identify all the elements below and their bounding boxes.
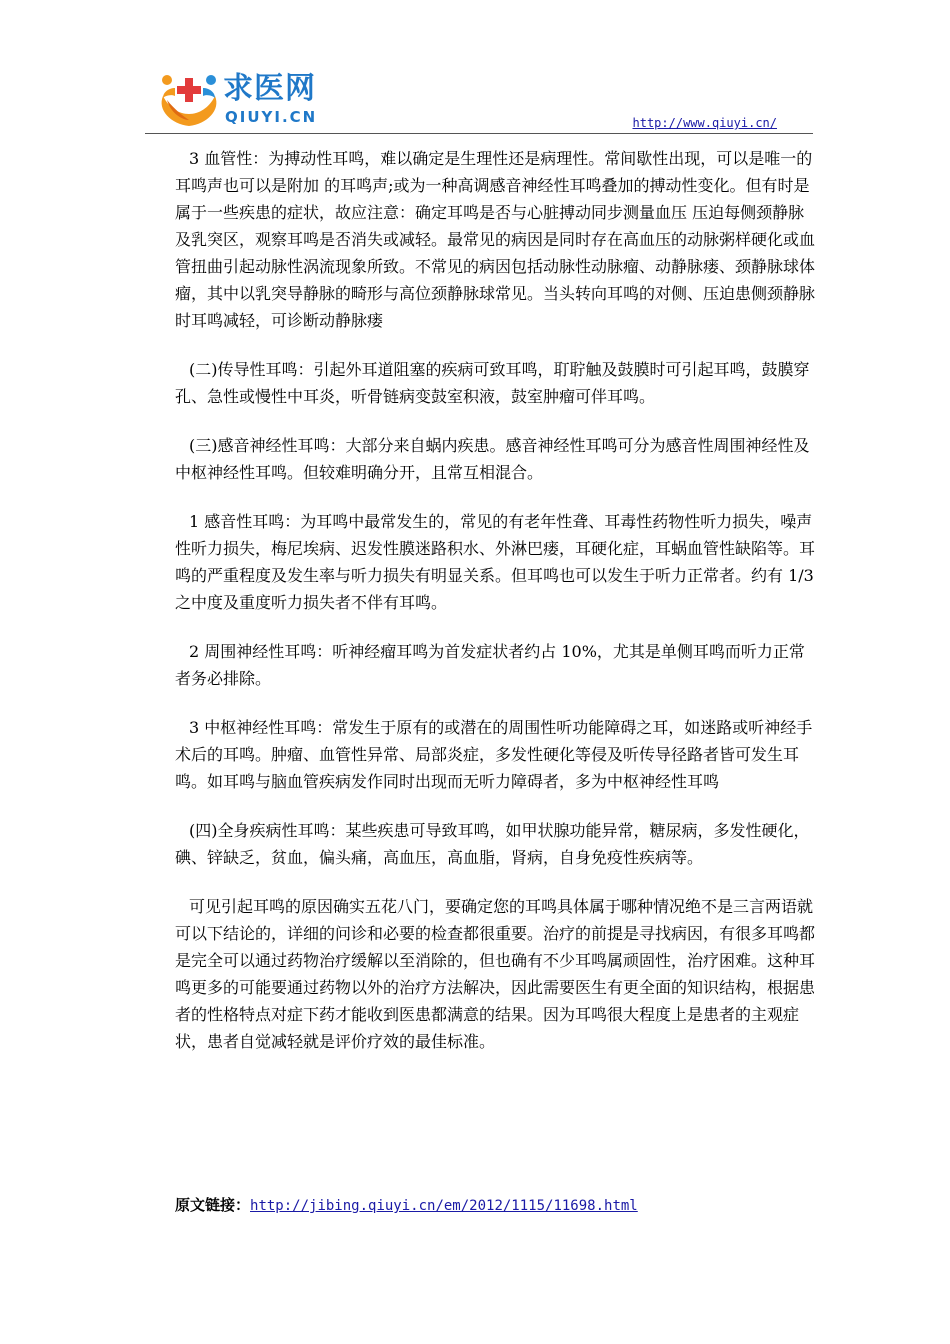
site-logo[interactable] bbox=[153, 70, 383, 130]
page-header bbox=[145, 58, 813, 134]
paragraph-vascular bbox=[175, 145, 815, 334]
header-site-link[interactable]: http://www.qiuyi.cn/ bbox=[632, 116, 777, 130]
paragraph-text: 3 中枢神经性耳鸣：常发生于原有的或潜在的周围性听功能障碍之耳，如迷路或听神经手术后的耳鸣。肿瘤、血管性异常、局部炎症，多发性硬化等侵及听传导径路者皆可发生耳鸣。如耳鸣与脑血管疾病发作同时出现而无听力障碍者，多为中枢神经性耳鸣 bbox=[175, 718, 813, 791]
paragraph-text: (三)感音神经性耳鸣：大部分来自蜗内疾患。感音神经性耳鸣可分为感音性周围神经性及中枢神经性耳鸣。但较难明确分开，且常互相混合。 bbox=[175, 436, 810, 482]
paragraph-text: (四)全身疾病性耳鸣：某些疾患可导致耳鸣，如甲状腺功能异常，糖尿病，多发性硬化，碘、锌缺乏，贫血，偏头痛，高血压，高血脂，肾病，自身免疫性疾病等。 bbox=[175, 821, 810, 867]
paragraph-central bbox=[175, 714, 815, 795]
article-body bbox=[175, 145, 815, 1077]
paragraph-text: (二)传导性耳鸣：引起外耳道阻塞的疾病可致耳鸣，耵聍触及鼓膜时可引起耳鸣，鼓膜穿孔、急性或慢性中耳炎，听骨链病变鼓室积液，鼓室肿瘤可伴耳鸣。 bbox=[175, 360, 810, 406]
header-divider bbox=[145, 133, 813, 134]
paragraph-systemic bbox=[175, 817, 815, 871]
source-link-line bbox=[175, 1194, 638, 1217]
paragraph-text: 3 血管性：为搏动性耳鸣，难以确定是生理性还是病理性。常间歇性出现，可以是唯一的耳鸣声也可以是附加 的耳鸣声;或为一种高调感音神经性耳鸣叠加的搏动性变化。但有时是属于一些疾患的症状，故应注意：确定耳鸣是否与心脏搏动同步测量血压 压迫每侧颈静脉及乳突区，观察耳鸣是否消失或减轻。最常见的病因是同时存在高血压的动脉粥样硬化或血管扭曲引起动脉性涡流现象所致。不常见的病因包括动脉性动脉瘤、动静脉瘘、颈静脉球体瘤，其中以乳突导静脉的畸形与高位颈静脉球常见。当头转向耳鸣的对侧、压迫患侧颈静脉时耳鸣减轻，可诊断动静脉瘘 bbox=[175, 149, 816, 330]
paragraph-text: 2 周围神经性耳鸣：听神经瘤耳鸣为首发症状者约占 10%，尤其是单侧耳鸣而听力正常者务必排除。 bbox=[175, 642, 805, 688]
logo-text-cn: 求医网 bbox=[223, 71, 316, 106]
paragraph-text: 可见引起耳鸣的原因确实五花八门，要确定您的耳鸣具体属于哪种情况绝不是三言两语就可以下结论的，详细的问诊和必要的检查都很重要。治疗的前提是寻找病因，有很多耳鸣都是完全可以通过药物治疗缓解以至消除的，但也确有不少耳鸣属顽固性，治疗困难。这种耳鸣更多的可能要通过药物以外的治疗方法解决，因此需要医生有更全面的知识结构，根据患者的性格特点对症下药才能收到医患都满意的结果。因为耳鸣很大程度上是患者的主观症状，患者自觉减轻就是评价疗效的最佳标准。 bbox=[175, 897, 816, 1051]
paragraph-sensorineural bbox=[175, 432, 815, 486]
logo-icon bbox=[153, 70, 225, 130]
paragraph-sensory bbox=[175, 508, 815, 616]
logo-text-en: QIUYI.CN bbox=[225, 108, 318, 126]
paragraph-text: 1 感音性耳鸣：为耳鸣中最常发生的，常见的有老年性聋、耳毒性药物性听力损失，噪声性听力损失，梅尼埃病、迟发性膜迷路积水、外淋巴瘘，耳硬化症，耳蜗血管性缺陷等。耳鸣的严重程度及发生率与听力损失有明显关系。但耳鸣也可以发生于听力正常者。约有 1/3 之中度及重度听力损失者不伴有耳鸣。 bbox=[175, 512, 816, 612]
paragraph-conclusion bbox=[175, 893, 815, 1055]
paragraph-conductive bbox=[175, 356, 815, 410]
source-link-label: 原文链接： bbox=[175, 1196, 251, 1214]
paragraph-peripheral bbox=[175, 638, 815, 692]
source-link[interactable]: http://jibing.qiuyi.cn/em/2012/1115/11698.html bbox=[250, 1198, 638, 1214]
